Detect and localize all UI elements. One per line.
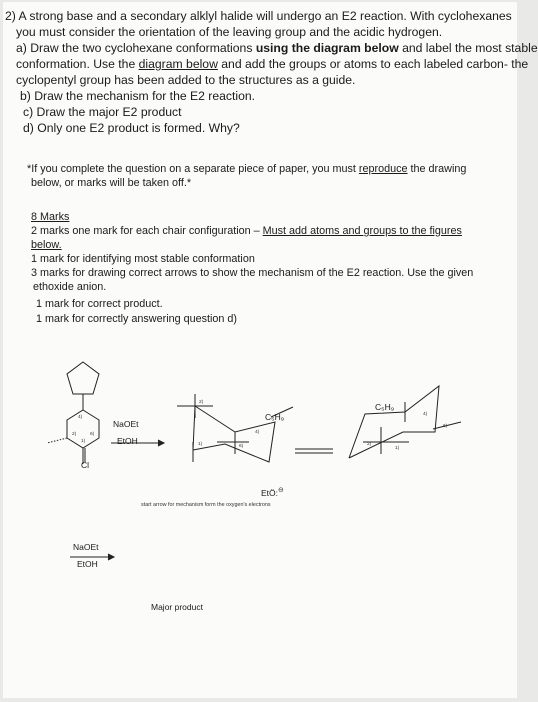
- chair2-label-1: 1): [395, 446, 400, 451]
- carbon-label-4: 4): [78, 415, 83, 420]
- note-tail: the drawing: [407, 163, 467, 175]
- part-a-text: a) Draw the two cyclohexane conformations: [16, 41, 256, 55]
- marks-heading: 8 Marks: [31, 211, 70, 223]
- question-part-d: d) Only one E2 product is formed. Why?: [23, 121, 240, 135]
- chair1-label-2: 2): [199, 400, 204, 405]
- reaction-arrow-2-head: [108, 554, 114, 560]
- diagram-below-link: diagram below: [138, 57, 218, 71]
- question-line-1: 2) A strong base and a secondary alklyl halide will undergo an E2 reaction. With cyclohexanes: [5, 9, 512, 23]
- marks-row-2: below.: [31, 239, 62, 251]
- worksheet-page: [3, 2, 538, 698]
- chair2-chain: C₅H₉: [375, 402, 395, 412]
- note-line-2: below, or marks will be taken off.*: [31, 177, 192, 189]
- question-line-2: you must consider the orientation of the leaving group and the acidic hydrogen.: [16, 25, 443, 39]
- marks-row-3: 1 mark for identifying most stable conformation: [31, 253, 255, 265]
- chair1-label-4: 4): [255, 430, 260, 435]
- major-product-label: Major product: [151, 602, 203, 612]
- marks-row-6: 1 mark for correct product.: [36, 298, 163, 310]
- part-a-bold: using the diagram below: [255, 41, 399, 55]
- chair2-label-4: 4): [423, 412, 428, 417]
- reaction-arrow-1-head: [158, 440, 164, 446]
- leaving-group-cl: Cl: [81, 460, 90, 470]
- solvent-etoh-2: EtOH: [77, 559, 98, 569]
- chair2-label-2: 2): [367, 442, 372, 447]
- solvent-etoh-1: EtOH: [117, 436, 138, 446]
- marks-row-5: ethoxide anion.: [33, 281, 107, 293]
- line4-text: conformation. Use the: [16, 57, 139, 71]
- hashed-bond: [47, 438, 67, 443]
- marks-row-4: 3 marks for drawing correct arrows to show the mechanism of the E2 reaction. Use the given: [31, 267, 474, 279]
- question-part-b: b) Draw the mechanism for the E2 reaction.: [20, 89, 256, 103]
- marks-row-1-text: 2 marks one mark for each chair configuration –: [31, 225, 263, 237]
- note-text: *If you complete the question on a separate piece of paper, you must: [27, 163, 359, 175]
- reaction-diagram: [3, 2, 517, 698]
- ethoxide-charge: ⊖: [278, 487, 284, 494]
- reagent-naoet-2: NaOEt: [73, 542, 99, 552]
- line4-tail: and add the groups or atoms to each labeled carbon- the: [217, 57, 529, 71]
- chair1-chain: C₅H₉: [265, 412, 285, 422]
- chair1-label-6: 6): [239, 444, 244, 449]
- part-a-tail: and label the most stable: [398, 41, 538, 55]
- chair1-label-1: 1): [198, 442, 203, 447]
- cyclopentyl-ring: [67, 362, 99, 394]
- marks-row-7: 1 mark for correctly answering question d): [36, 313, 238, 325]
- marks-row-1-underlined: Must add atoms and groups to the figures: [262, 225, 462, 237]
- chair2-label-6: 6): [443, 424, 448, 429]
- question-line-5: cyclopentyl group has been added to the structures as a guide.: [16, 73, 356, 87]
- carbon-label-1: 1): [81, 439, 86, 444]
- carbon-label-6: 6): [90, 432, 95, 437]
- carbon-label-2: 2): [72, 432, 77, 437]
- question-part-c: c) Draw the major E2 product: [23, 105, 182, 119]
- chair-2: [349, 386, 439, 458]
- chair-1: [193, 406, 275, 462]
- mechanism-note: start arrow for mechanism form the oxygen's electrons: [141, 502, 271, 508]
- reagent-naoet-1: NaOEt: [113, 419, 139, 429]
- ethoxide-anion: [261, 486, 284, 498]
- note-reproduce: reproduce: [358, 163, 408, 175]
- ethoxide-text: EtÖ:: [261, 487, 279, 498]
